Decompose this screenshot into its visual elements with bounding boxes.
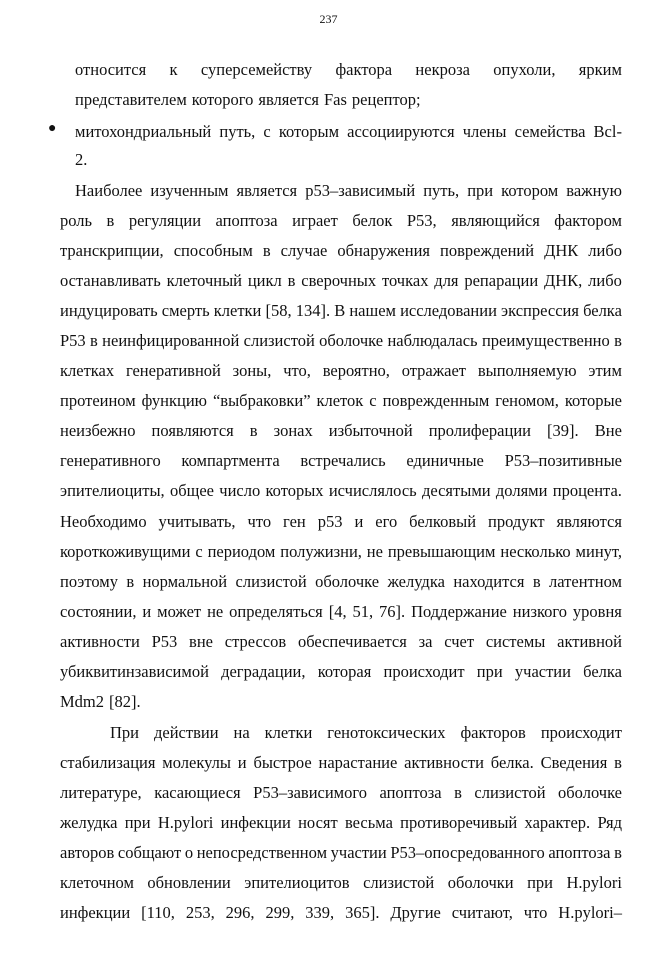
text-line: индуцировать смерть клетки [58, 134]. В нашем исследовании экспрессия белка	[60, 301, 622, 320]
text-line: состоянии, и может не определяться [4, 51, 76]. Поддержание низкого уровня	[60, 602, 622, 621]
text-line: клеточном обновлении эпителиоцитов слизистой оболочки при H.pylori	[60, 873, 622, 892]
text-line: представителем которого является Fas рецептор;	[75, 90, 421, 109]
text-line: 2.	[75, 150, 88, 169]
text-line: относится к суперсемейству фактора некроза опухоли, ярким	[75, 60, 622, 79]
text-line: короткоживущими с периодом полужизни, не превышающим несколько минут,	[60, 542, 622, 561]
text-line: P53 в неинфицированной слизистой оболочке наблюдалась преимущественно в	[60, 331, 622, 350]
bullet-icon: ●	[48, 121, 57, 136]
text-line: стабилизация молекулы и быстрое нарастание активности белка. Сведения в	[60, 753, 622, 772]
text-line: При действии на клетки генотоксических факторов происходит	[110, 723, 622, 742]
text-line: останавливать клеточный цикл в сверочных точках для репарации ДНК, либо	[60, 271, 622, 290]
text-line: неизбежно появляются в зонах избыточной пролиферации [39]. Вне	[60, 421, 622, 440]
text-line: убиквитинзависимой деградации, которая происходит при участии белка	[60, 662, 622, 681]
text-line: желудка при H.pylori инфекции носят весьма противоречивый характер. Ряд	[60, 813, 622, 832]
text-line: Mdm2 [82].	[60, 692, 141, 711]
text-line: транскрипции, способным в случае обнаружения повреждений ДНК либо	[60, 241, 622, 260]
text-line: генеративного компартмента встречались единичные P53–позитивные	[60, 451, 622, 470]
page-number: 237	[319, 12, 338, 26]
text-line: протеином функцию “выбраковки” клеток с поврежденным геномом, которые	[60, 391, 622, 410]
text-line: роль в регуляции апоптоза играет белок P53, являющийся фактором	[60, 211, 622, 230]
text-line: Необходимо учитывать, что ген p53 и его белковый продукт являются	[60, 512, 622, 531]
text-line: авторов собщают о непосредственном участии P53–опосредованного апоптоза в	[60, 843, 622, 862]
text-line: клетках генеративной зоны, что, вероятно, отражает выполняемую этим	[60, 361, 622, 380]
text-line: Наиболее изученным является p53–зависимый путь, при котором важную	[75, 181, 622, 200]
text-line: активности P53 вне стрессов обеспечивается за счет системы активной	[60, 632, 622, 651]
text-line: поэтому в нормальной слизистой оболочке желудка находится в латентном	[60, 572, 622, 591]
text-line: инфекции [110, 253, 296, 299, 339, 365]. Другие считают, что H.pylori–	[60, 903, 622, 922]
text-line: митохондриальный путь, с которым ассоциируются члены семейства Bcl-	[75, 122, 622, 141]
text-line: литературе, касающиеся P53–зависимого апоптоза в слизистой оболочке	[60, 783, 622, 802]
text-line: эпителиоциты, общее число которых исчислялось десятыми долями процента.	[60, 481, 622, 500]
